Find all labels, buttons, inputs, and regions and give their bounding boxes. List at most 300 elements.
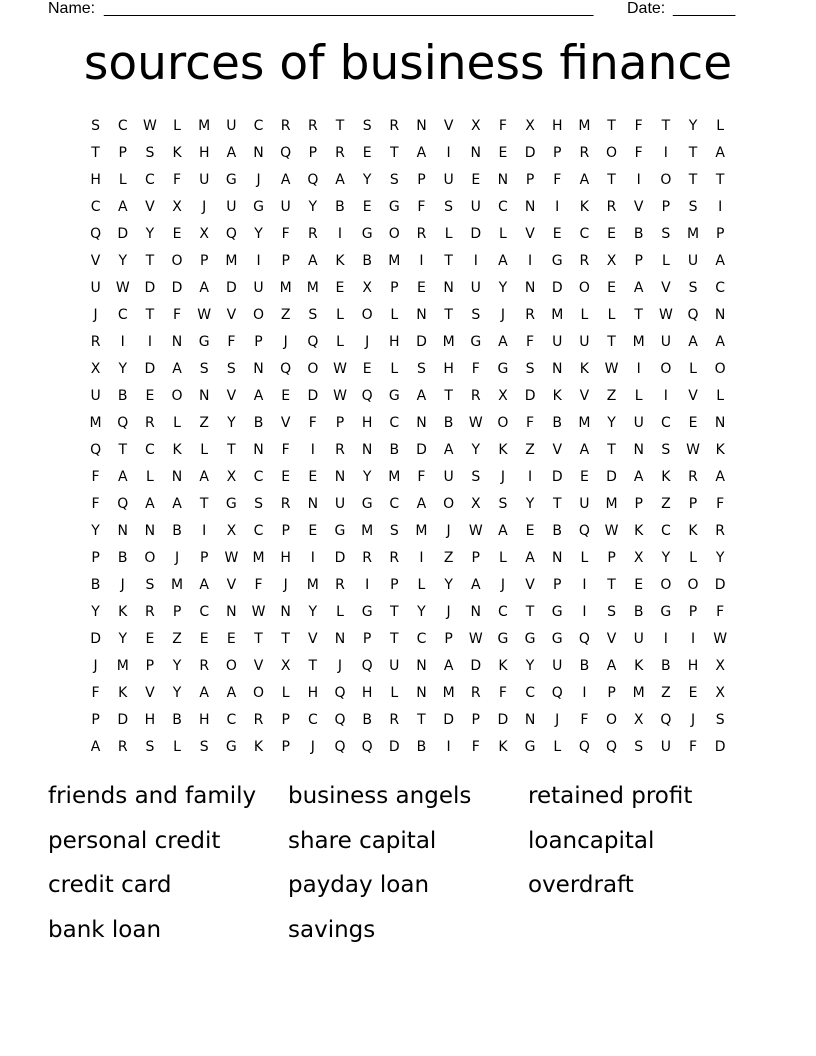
grid-letter: O xyxy=(253,685,265,701)
grid-letter: S xyxy=(498,496,508,512)
grid-letter: E xyxy=(281,469,291,485)
grid-letter: F xyxy=(281,442,290,458)
grid-letter: N xyxy=(226,604,237,620)
grid-letter: V xyxy=(688,388,698,404)
grid-letter: J xyxy=(500,307,505,323)
grid-letter: G xyxy=(361,226,373,242)
grid-letter: Y xyxy=(308,199,318,215)
grid-letter: S xyxy=(444,199,454,215)
grid-letter: E xyxy=(417,280,426,296)
grid-letter: L xyxy=(634,388,643,404)
grid-letter: O xyxy=(361,307,373,323)
grid-letter: G xyxy=(225,739,237,755)
grid-letter: F xyxy=(91,685,100,701)
grid-row xyxy=(82,626,734,653)
word-list-item: retained profit xyxy=(528,783,693,809)
grid-letter: Y xyxy=(172,658,182,674)
grid-letter: Q xyxy=(307,334,319,350)
grid-letter: P xyxy=(145,658,155,674)
grid-letter: I xyxy=(446,145,451,161)
grid-letter: K xyxy=(552,388,562,404)
word-list-item: share capital xyxy=(288,827,437,854)
grid-letter: D xyxy=(524,145,536,161)
grid-letter: B xyxy=(661,658,671,674)
grid-letter: Q xyxy=(578,739,590,755)
grid-letter: A xyxy=(226,145,237,161)
grid-letter: U xyxy=(633,415,644,431)
grid-letter: D xyxy=(117,712,129,728)
grid-letter: U xyxy=(90,280,101,296)
grid-letter: A xyxy=(90,739,101,755)
grid-letter: E xyxy=(308,523,318,539)
grid-letter: V xyxy=(90,253,101,269)
grid-letter: K xyxy=(634,658,644,674)
grid-letter: J xyxy=(500,469,505,485)
grid-letter: F xyxy=(281,226,290,242)
grid-letter: K xyxy=(715,442,725,458)
grid-letter: A xyxy=(416,145,427,161)
grid-letter: C xyxy=(226,712,237,728)
grid-letter: Z xyxy=(661,685,671,701)
grid-letter: T xyxy=(227,442,236,458)
word-list-item: loancapital xyxy=(528,827,655,854)
grid-letter: Z xyxy=(661,496,671,512)
grid-letter: J xyxy=(500,577,505,593)
grid-letter: X xyxy=(90,361,101,377)
grid-letter: A xyxy=(172,496,182,512)
grid-letter: L xyxy=(390,307,399,323)
grid-letter: W xyxy=(468,415,483,431)
grid-letter: B xyxy=(579,658,590,674)
grid-letter: O xyxy=(144,550,156,566)
word-list-item: overdraft xyxy=(528,872,634,898)
grid-letter: S xyxy=(688,199,698,215)
word-search-grid xyxy=(82,113,734,761)
grid-letter: R xyxy=(199,658,210,674)
grid-letter: S xyxy=(254,496,263,512)
grid-letter: G xyxy=(497,361,509,377)
grid-row xyxy=(82,113,734,140)
grid-letter: L xyxy=(390,685,399,701)
grid-letter: I xyxy=(663,145,668,161)
grid-letter: A xyxy=(498,253,508,269)
grid-letter: N xyxy=(416,307,427,323)
grid-letter: O xyxy=(171,388,183,404)
grid-letter: P xyxy=(91,712,100,728)
grid-letter: U xyxy=(334,496,346,512)
grid-letter: A xyxy=(498,523,508,539)
grid-letter: T xyxy=(390,631,399,647)
grid-letter: L xyxy=(336,604,344,620)
grid-letter: I xyxy=(663,388,668,404)
grid-letter: H xyxy=(443,361,454,377)
grid-letter: B xyxy=(172,712,182,728)
grid-letter: J xyxy=(690,712,696,728)
grid-letter: P xyxy=(308,145,318,161)
grid-letter: E xyxy=(471,172,481,188)
grid-letter: C xyxy=(117,118,128,134)
grid-letter: N xyxy=(171,334,183,350)
grid-letter: L xyxy=(716,118,725,134)
grid-letter: X xyxy=(715,658,725,674)
grid-letter: N xyxy=(334,469,346,485)
grid-letter: Q xyxy=(578,523,590,539)
grid-letter: A xyxy=(715,334,725,350)
grid-letter: B xyxy=(90,577,101,593)
grid-letter: N xyxy=(253,361,264,377)
grid-letter: Q xyxy=(90,226,102,242)
grid-letter: P xyxy=(172,604,182,620)
grid-letter: B xyxy=(552,523,563,539)
grid-letter: W xyxy=(115,280,130,296)
grid-letter: L xyxy=(689,550,697,566)
grid-letter: W xyxy=(333,361,347,377)
grid-letter: R xyxy=(389,550,400,566)
grid-letter: E xyxy=(281,388,291,404)
grid-letter: U xyxy=(470,280,481,296)
grid-letter: V xyxy=(253,658,264,674)
grid-row xyxy=(82,437,734,464)
grid-letter: F xyxy=(227,334,236,350)
grid-letter: L xyxy=(200,442,209,458)
grid-letter: O xyxy=(687,577,699,593)
grid-letter: F xyxy=(498,685,507,701)
grid-letter: I xyxy=(473,253,478,269)
grid-letter: N xyxy=(633,442,644,458)
grid-letter: R xyxy=(90,334,101,350)
grid-letter: X xyxy=(498,388,508,404)
grid-letter: Q xyxy=(606,739,618,755)
grid-letter: N xyxy=(470,604,481,620)
grid-letter: B xyxy=(552,415,563,431)
grid-letter: L xyxy=(580,550,589,566)
grid-letter: A xyxy=(308,253,318,269)
grid-letter: D xyxy=(90,631,101,647)
grid-letter: T xyxy=(607,118,616,134)
grid-letter: U xyxy=(253,280,264,296)
grid-letter: D xyxy=(416,334,427,350)
grid-letter: V xyxy=(280,415,291,431)
grid-letter: A xyxy=(416,388,427,404)
grid-letter: G xyxy=(551,631,563,647)
grid-letter: R xyxy=(335,145,345,161)
grid-letter: J xyxy=(555,712,560,728)
grid-letter: T xyxy=(607,172,616,188)
grid-letter: T xyxy=(715,172,725,188)
grid-letter: C xyxy=(715,280,726,296)
grid-letter: R xyxy=(688,469,698,485)
grid-letter: G xyxy=(551,253,563,269)
grid-letter: Y xyxy=(417,604,426,620)
grid-letter: U xyxy=(226,118,237,134)
grid-letter: I xyxy=(310,550,315,566)
grid-row xyxy=(82,518,734,545)
grid-letter: U xyxy=(660,334,671,350)
grid-letter: K xyxy=(661,469,671,485)
grid-letter: Y xyxy=(715,550,725,566)
grid-letter: A xyxy=(280,172,291,188)
grid-letter: P xyxy=(254,334,263,350)
grid-letter: L xyxy=(580,307,589,323)
grid-letter: P xyxy=(91,550,100,566)
grid-letter: F xyxy=(91,496,100,512)
word-list-item: personal credit xyxy=(48,827,221,854)
grid-letter: E xyxy=(362,145,372,161)
grid-letter: T xyxy=(254,631,263,647)
grid-letter: T xyxy=(91,145,100,161)
grid-letter: A xyxy=(443,442,454,458)
grid-letter: S xyxy=(417,361,426,377)
grid-letter: X xyxy=(715,685,725,701)
grid-letter: Y xyxy=(118,361,128,377)
grid-letter: V xyxy=(525,226,535,242)
grid-letter: T xyxy=(688,172,698,188)
grid-letter: D xyxy=(307,388,319,404)
grid-letter: H xyxy=(687,658,699,674)
grid-letter: V xyxy=(145,199,155,215)
grid-letter: T xyxy=(607,577,616,593)
grid-letter: P xyxy=(471,712,480,728)
grid-letter: S xyxy=(362,118,372,134)
grid-letter: L xyxy=(336,334,344,350)
grid-letter: O xyxy=(660,577,672,593)
grid-letter: T xyxy=(390,145,399,161)
grid-letter: L xyxy=(553,739,562,755)
grid-letter: R xyxy=(280,118,291,134)
grid-letter: K xyxy=(579,199,589,215)
grid-letter: A xyxy=(443,658,454,674)
grid-letter: P xyxy=(634,496,643,512)
grid-row xyxy=(82,491,734,518)
grid-letter: K xyxy=(118,685,128,701)
grid-letter: D xyxy=(551,469,563,485)
grid-letter: F xyxy=(173,172,182,188)
grid-letter: G xyxy=(551,604,563,620)
grid-letter: M xyxy=(279,280,292,296)
grid-letter: Q xyxy=(117,415,129,431)
grid-letter: B xyxy=(253,415,264,431)
grid-letter: K xyxy=(253,739,264,755)
grid-letter: M xyxy=(252,550,265,566)
grid-letter: W xyxy=(251,604,266,620)
grid-letter: R xyxy=(117,739,128,755)
grid-letter: Q xyxy=(225,226,237,242)
grid-letter: I xyxy=(582,604,587,620)
grid-letter: Y xyxy=(118,631,128,647)
grid-row xyxy=(82,167,734,194)
grid-letter: Y xyxy=(172,685,182,701)
grid-letter: P xyxy=(390,577,399,593)
grid-row xyxy=(82,248,734,275)
grid-letter: I xyxy=(337,226,343,242)
grid-letter: K xyxy=(335,253,345,269)
grid-letter: L xyxy=(689,361,697,377)
grid-letter: A xyxy=(145,496,155,512)
grid-letter: W xyxy=(604,361,619,377)
grid-letter: F xyxy=(716,496,725,512)
grid-letter: I xyxy=(636,361,641,377)
grid-letter: I xyxy=(582,577,587,593)
grid-row xyxy=(82,410,734,437)
grid-letter: I xyxy=(690,631,696,647)
grid-row xyxy=(82,356,734,383)
grid-letter: R xyxy=(715,523,726,539)
grid-letter: U xyxy=(90,388,101,404)
grid-letter: D xyxy=(470,658,482,674)
grid-letter: A xyxy=(715,253,725,269)
grid-letter: U xyxy=(687,253,699,269)
grid-letter: O xyxy=(171,253,183,269)
grid-letter: E xyxy=(308,469,318,485)
grid-letter: R xyxy=(307,226,318,242)
grid-letter: Q xyxy=(361,658,373,674)
grid-letter: X xyxy=(199,226,209,242)
grid-letter: T xyxy=(525,604,535,620)
grid-letter: A xyxy=(335,172,345,188)
grid-letter: R xyxy=(307,118,318,134)
grid-letter: I xyxy=(582,685,587,701)
grid-letter: D xyxy=(470,226,482,242)
grid-letter: L xyxy=(607,307,616,323)
grid-letter: M xyxy=(686,226,700,242)
grid-letter: C xyxy=(253,523,264,539)
grid-letter: W xyxy=(468,631,483,647)
word-list-item: business angels xyxy=(288,783,472,809)
grid-letter: E xyxy=(199,631,209,647)
grid-letter: M xyxy=(578,415,591,431)
grid-letter: T xyxy=(634,307,643,323)
grid-letter: E xyxy=(607,226,616,242)
grid-letter: X xyxy=(362,280,372,296)
grid-letter: M xyxy=(442,685,455,701)
grid-letter: S xyxy=(661,442,671,458)
grid-letter: S xyxy=(145,577,155,593)
grid-letter: L xyxy=(336,307,344,323)
grid-letter: P xyxy=(607,685,616,701)
grid-letter: E xyxy=(498,145,508,161)
grid-letter: I xyxy=(419,253,424,269)
grid-letter: C xyxy=(660,415,671,431)
grid-letter: D xyxy=(606,469,617,485)
grid-letter: N xyxy=(714,415,726,431)
grid-letter: S xyxy=(199,739,209,755)
grid-letter: V xyxy=(552,442,563,458)
grid-letter: Q xyxy=(334,685,346,701)
grid-letter: F xyxy=(526,334,535,350)
grid-letter: I xyxy=(202,523,207,539)
grid-letter: T xyxy=(552,496,562,512)
grid-letter: J xyxy=(446,523,451,539)
grid-letter: C xyxy=(525,685,535,701)
grid-letter: P xyxy=(688,496,698,512)
grid-letter: A xyxy=(715,469,725,485)
grid-letter: Y xyxy=(91,523,100,539)
grid-row xyxy=(82,275,734,302)
grid-letter: V xyxy=(633,199,644,215)
grid-letter: G xyxy=(198,334,210,350)
grid-letter: Y xyxy=(362,469,372,485)
grid-letter: S xyxy=(634,739,644,755)
grid-letter: L xyxy=(444,226,453,242)
grid-letter: K xyxy=(172,442,182,458)
grid-letter: H xyxy=(198,712,210,728)
grid-letter: E xyxy=(362,361,372,377)
grid-letter: P xyxy=(281,253,290,269)
grid-letter: J xyxy=(446,604,451,620)
grid-letter: P xyxy=(335,415,345,431)
grid-letter: Z xyxy=(280,307,291,323)
grid-letter: O xyxy=(253,307,265,323)
grid-letter: W xyxy=(658,307,673,323)
grid-letter: E xyxy=(362,199,372,215)
grid-letter: A xyxy=(633,469,644,485)
grid-letter: G xyxy=(524,739,536,755)
grid-letter: O xyxy=(307,361,319,377)
grid-letter: P xyxy=(688,604,698,620)
grid-letter: K xyxy=(498,658,508,674)
grid-letter: P xyxy=(362,631,372,647)
grid-letter: B xyxy=(633,604,644,620)
grid-letter: N xyxy=(280,604,291,620)
grid-letter: P xyxy=(661,199,671,215)
grid-letter: O xyxy=(660,361,672,377)
grid-letter: N xyxy=(171,469,183,485)
grid-letter: A xyxy=(253,388,264,404)
grid-row xyxy=(82,383,734,410)
grid-letter: Y xyxy=(118,253,128,269)
grid-letter: G xyxy=(225,496,237,512)
grid-letter: B xyxy=(389,442,400,458)
grid-letter: F xyxy=(688,739,698,755)
grid-letter: X xyxy=(633,550,644,566)
grid-letter: N xyxy=(416,415,427,431)
grid-letter: P xyxy=(281,523,290,539)
grid-letter: N xyxy=(551,361,563,377)
grid-letter: H xyxy=(389,334,400,350)
grid-letter: L xyxy=(281,685,290,701)
grid-letter: M xyxy=(442,334,455,350)
grid-letter: M xyxy=(306,577,319,593)
grid-row xyxy=(82,599,734,626)
grid-letter: A xyxy=(633,280,644,296)
grid-letter: P xyxy=(281,712,290,728)
grid-letter: V xyxy=(579,388,590,404)
grid-letter: S xyxy=(389,523,399,539)
grid-letter: R xyxy=(579,253,590,269)
grid-letter: M xyxy=(605,496,618,512)
grid-letter: R xyxy=(335,577,345,593)
grid-letter: T xyxy=(444,388,453,404)
grid-letter: P xyxy=(281,739,290,755)
grid-letter: F xyxy=(173,307,182,323)
grid-letter: L xyxy=(499,226,507,242)
grid-letter: L xyxy=(716,388,725,404)
grid-letter: L xyxy=(417,577,426,593)
grid-letter: R xyxy=(335,442,345,458)
grid-letter: Y xyxy=(607,415,616,431)
grid-letter: U xyxy=(389,658,400,674)
grid-letter: T xyxy=(444,253,453,269)
grid-letter: C xyxy=(307,712,318,728)
grid-letter: R xyxy=(389,712,400,728)
grid-letter: F xyxy=(308,415,317,431)
grid-letter: S xyxy=(226,361,236,377)
grid-letter: R xyxy=(525,307,535,323)
grid-letter: J xyxy=(93,307,98,323)
grid-letter: R xyxy=(606,199,617,215)
date-label: Date: xyxy=(627,0,666,17)
grid-letter: F xyxy=(498,118,507,134)
